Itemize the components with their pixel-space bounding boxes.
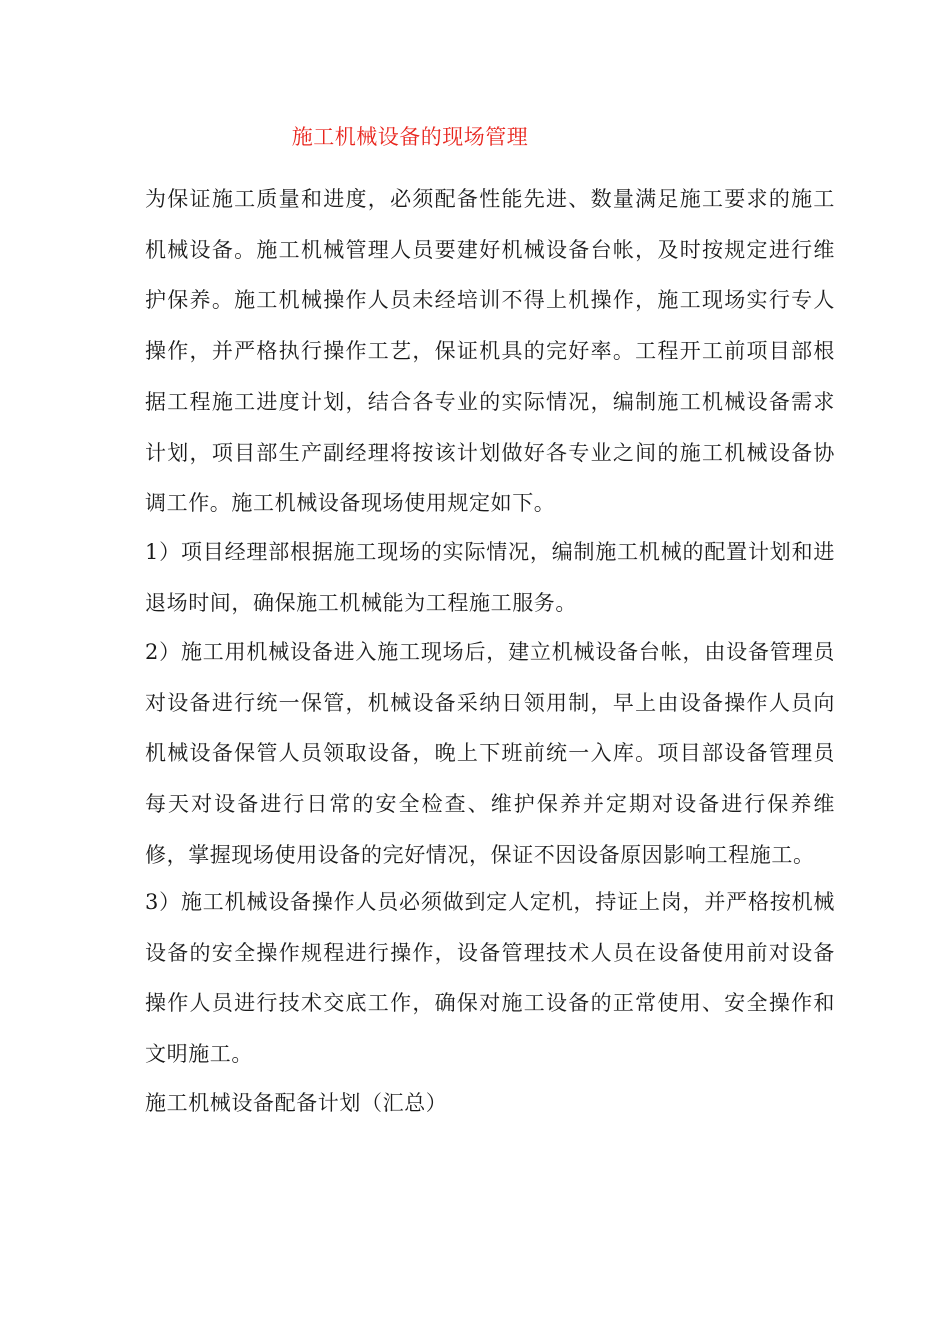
rule-item-1: 1）项目经理部根据施工现场的实际情况，编制施工机械的配置计划和进退场时间，确保施工机械能为工程施工服务。 (145, 540, 835, 615)
rule-item-3: 3）施工机械设备操作人员必须做到定人定机，持证上岗，并严格按机械设备的安全操作规程进行操作，设备管理技术人员在设备使用前对设备操作人员进行技术交底工作，确保对施工设备的正常使用、安全操作和文明施工。 (145, 890, 835, 1067)
rule-item-2: 2）施工用机械设备进入施工现场后，建立机械设备台帐，由设备管理员对设备进行统一保管，机械设备采纳日领用制，早上由设备操作人员向机械设备保管人员领取设备，晚上下班前统一入库。项目部设备管理员每天对设备进行日常的安全检查、维护保养并定期对设备进行保养维修，掌握现场使用设备的完好情况，保证不因设备原因影响工程施工。 (145, 640, 835, 867)
intro-paragraph: 为保证施工质量和进度，必须配备性能先进、数量满足施工要求的施工机械设备。施工机械管理人员要建好机械设备台帐，及时按规定进行维护保养。施工机械操作人员未经培训不得上机操作，施工现场实行专人操作，并严格执行操作工艺，保证机具的完好率。工程开工前项目部根据工程施工进度计划，结合各专业的实际情况，编制施工机械设备需求计划，项目部生产副经理将按该计划做好各专业之间的施工机械设备协调工作。施工机械设备现场使用规定如下。 (145, 187, 835, 516)
section-heading-equipment-plan: 施工机械设备配备计划（汇总） (145, 1091, 448, 1115)
document-title: 施工机械设备的现场管理 (291, 125, 529, 149)
